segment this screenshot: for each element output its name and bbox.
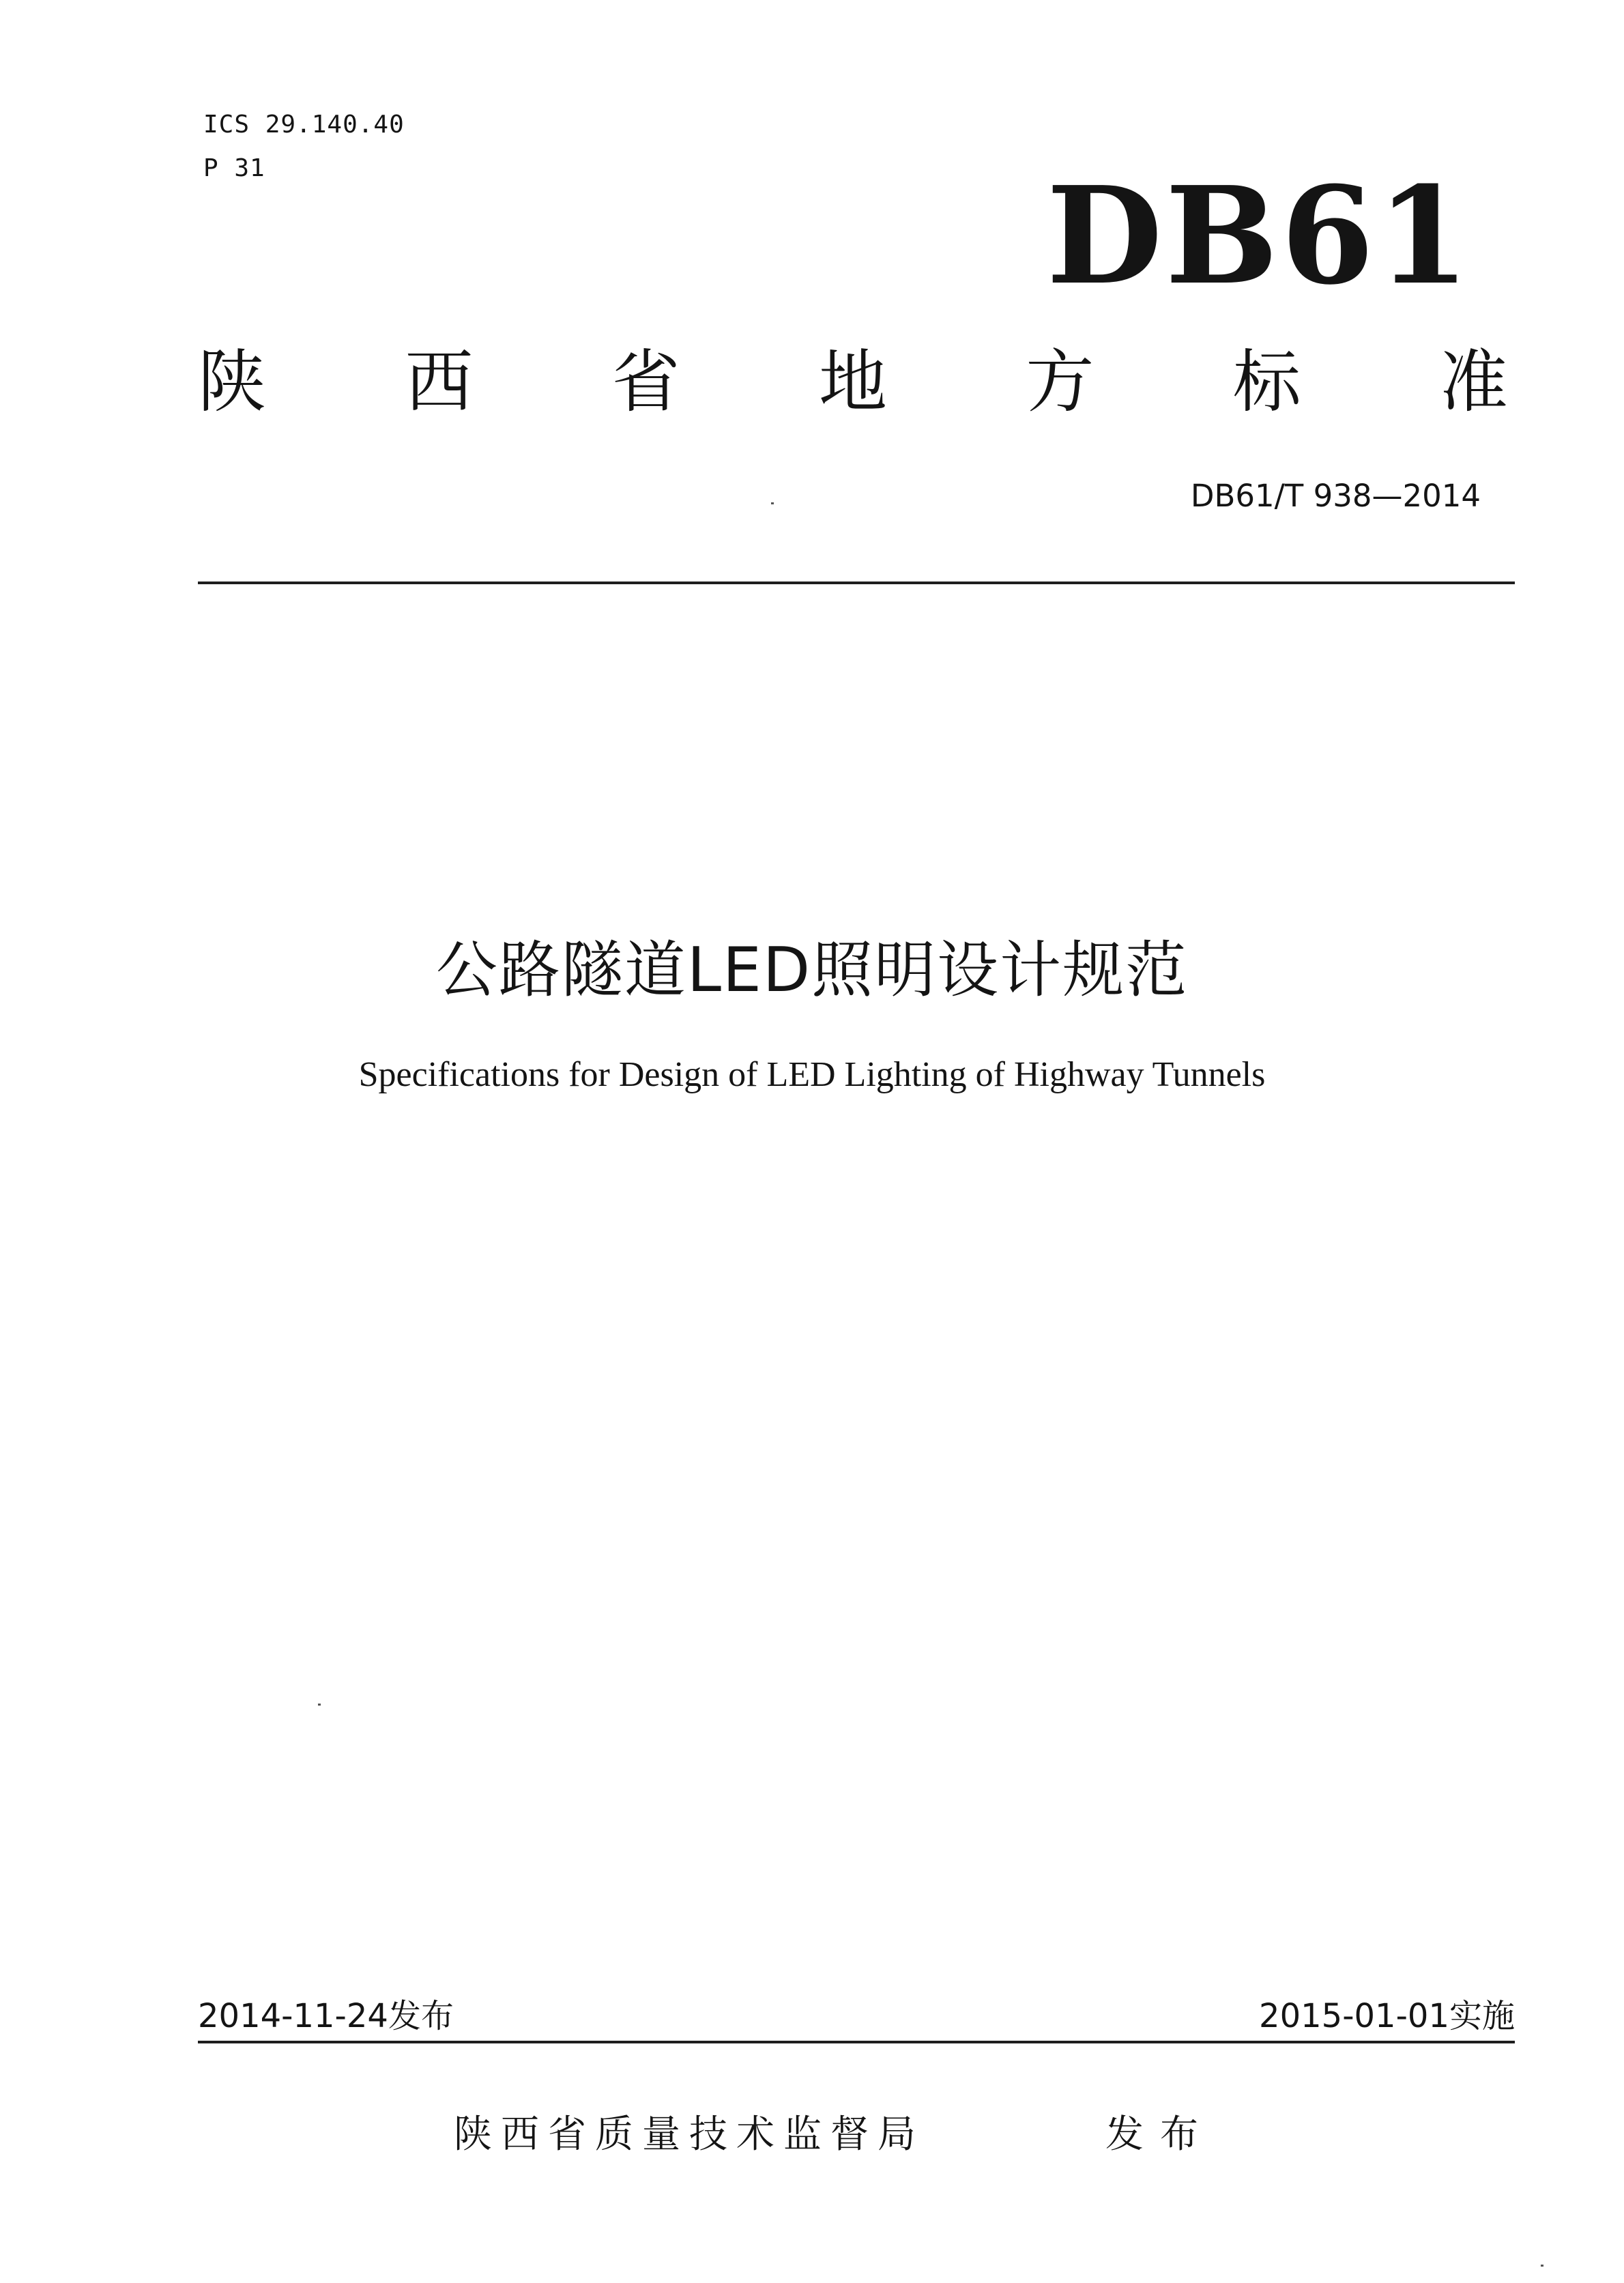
document-title-english: Specifications for Design of LED Lighting of Highway Tunnels <box>358 1055 1266 1094</box>
header-divider <box>198 581 1515 584</box>
issue-date: 2014-11-24发布 <box>198 1997 454 2035</box>
db-standard-mark: DB61 <box>1046 158 1473 315</box>
issuing-authority: 陕西省质量技术监督局 <box>454 2112 925 2157</box>
effective-date: 2015-01-01实施 <box>1259 1997 1515 2035</box>
standard-type-char: 陕 <box>198 342 266 422</box>
scan-speck <box>1541 2265 1543 2267</box>
footer-divider <box>198 2041 1515 2043</box>
standard-type-char: 准 <box>1439 342 1508 422</box>
standard-type-char: 西 <box>405 342 474 422</box>
ics-code: ICS 29.140.40 <box>203 111 405 139</box>
scan-speck <box>771 502 774 504</box>
standard-type-char: 标 <box>1232 342 1301 422</box>
standard-type-char: 省 <box>611 342 680 422</box>
standard-type-char: 地 <box>818 342 887 422</box>
standard-type-title <box>198 341 1508 423</box>
scan-speck <box>318 1704 321 1706</box>
document-title-chinese: 公路隧道LED照明设计规范 <box>435 934 1189 1006</box>
standard-type-char: 方 <box>1026 342 1094 422</box>
standard-number: DB61/T 938—2014 <box>1190 478 1481 514</box>
classification-code: P 31 <box>203 154 265 182</box>
issuing-action: 发布 <box>1105 2112 1215 2157</box>
